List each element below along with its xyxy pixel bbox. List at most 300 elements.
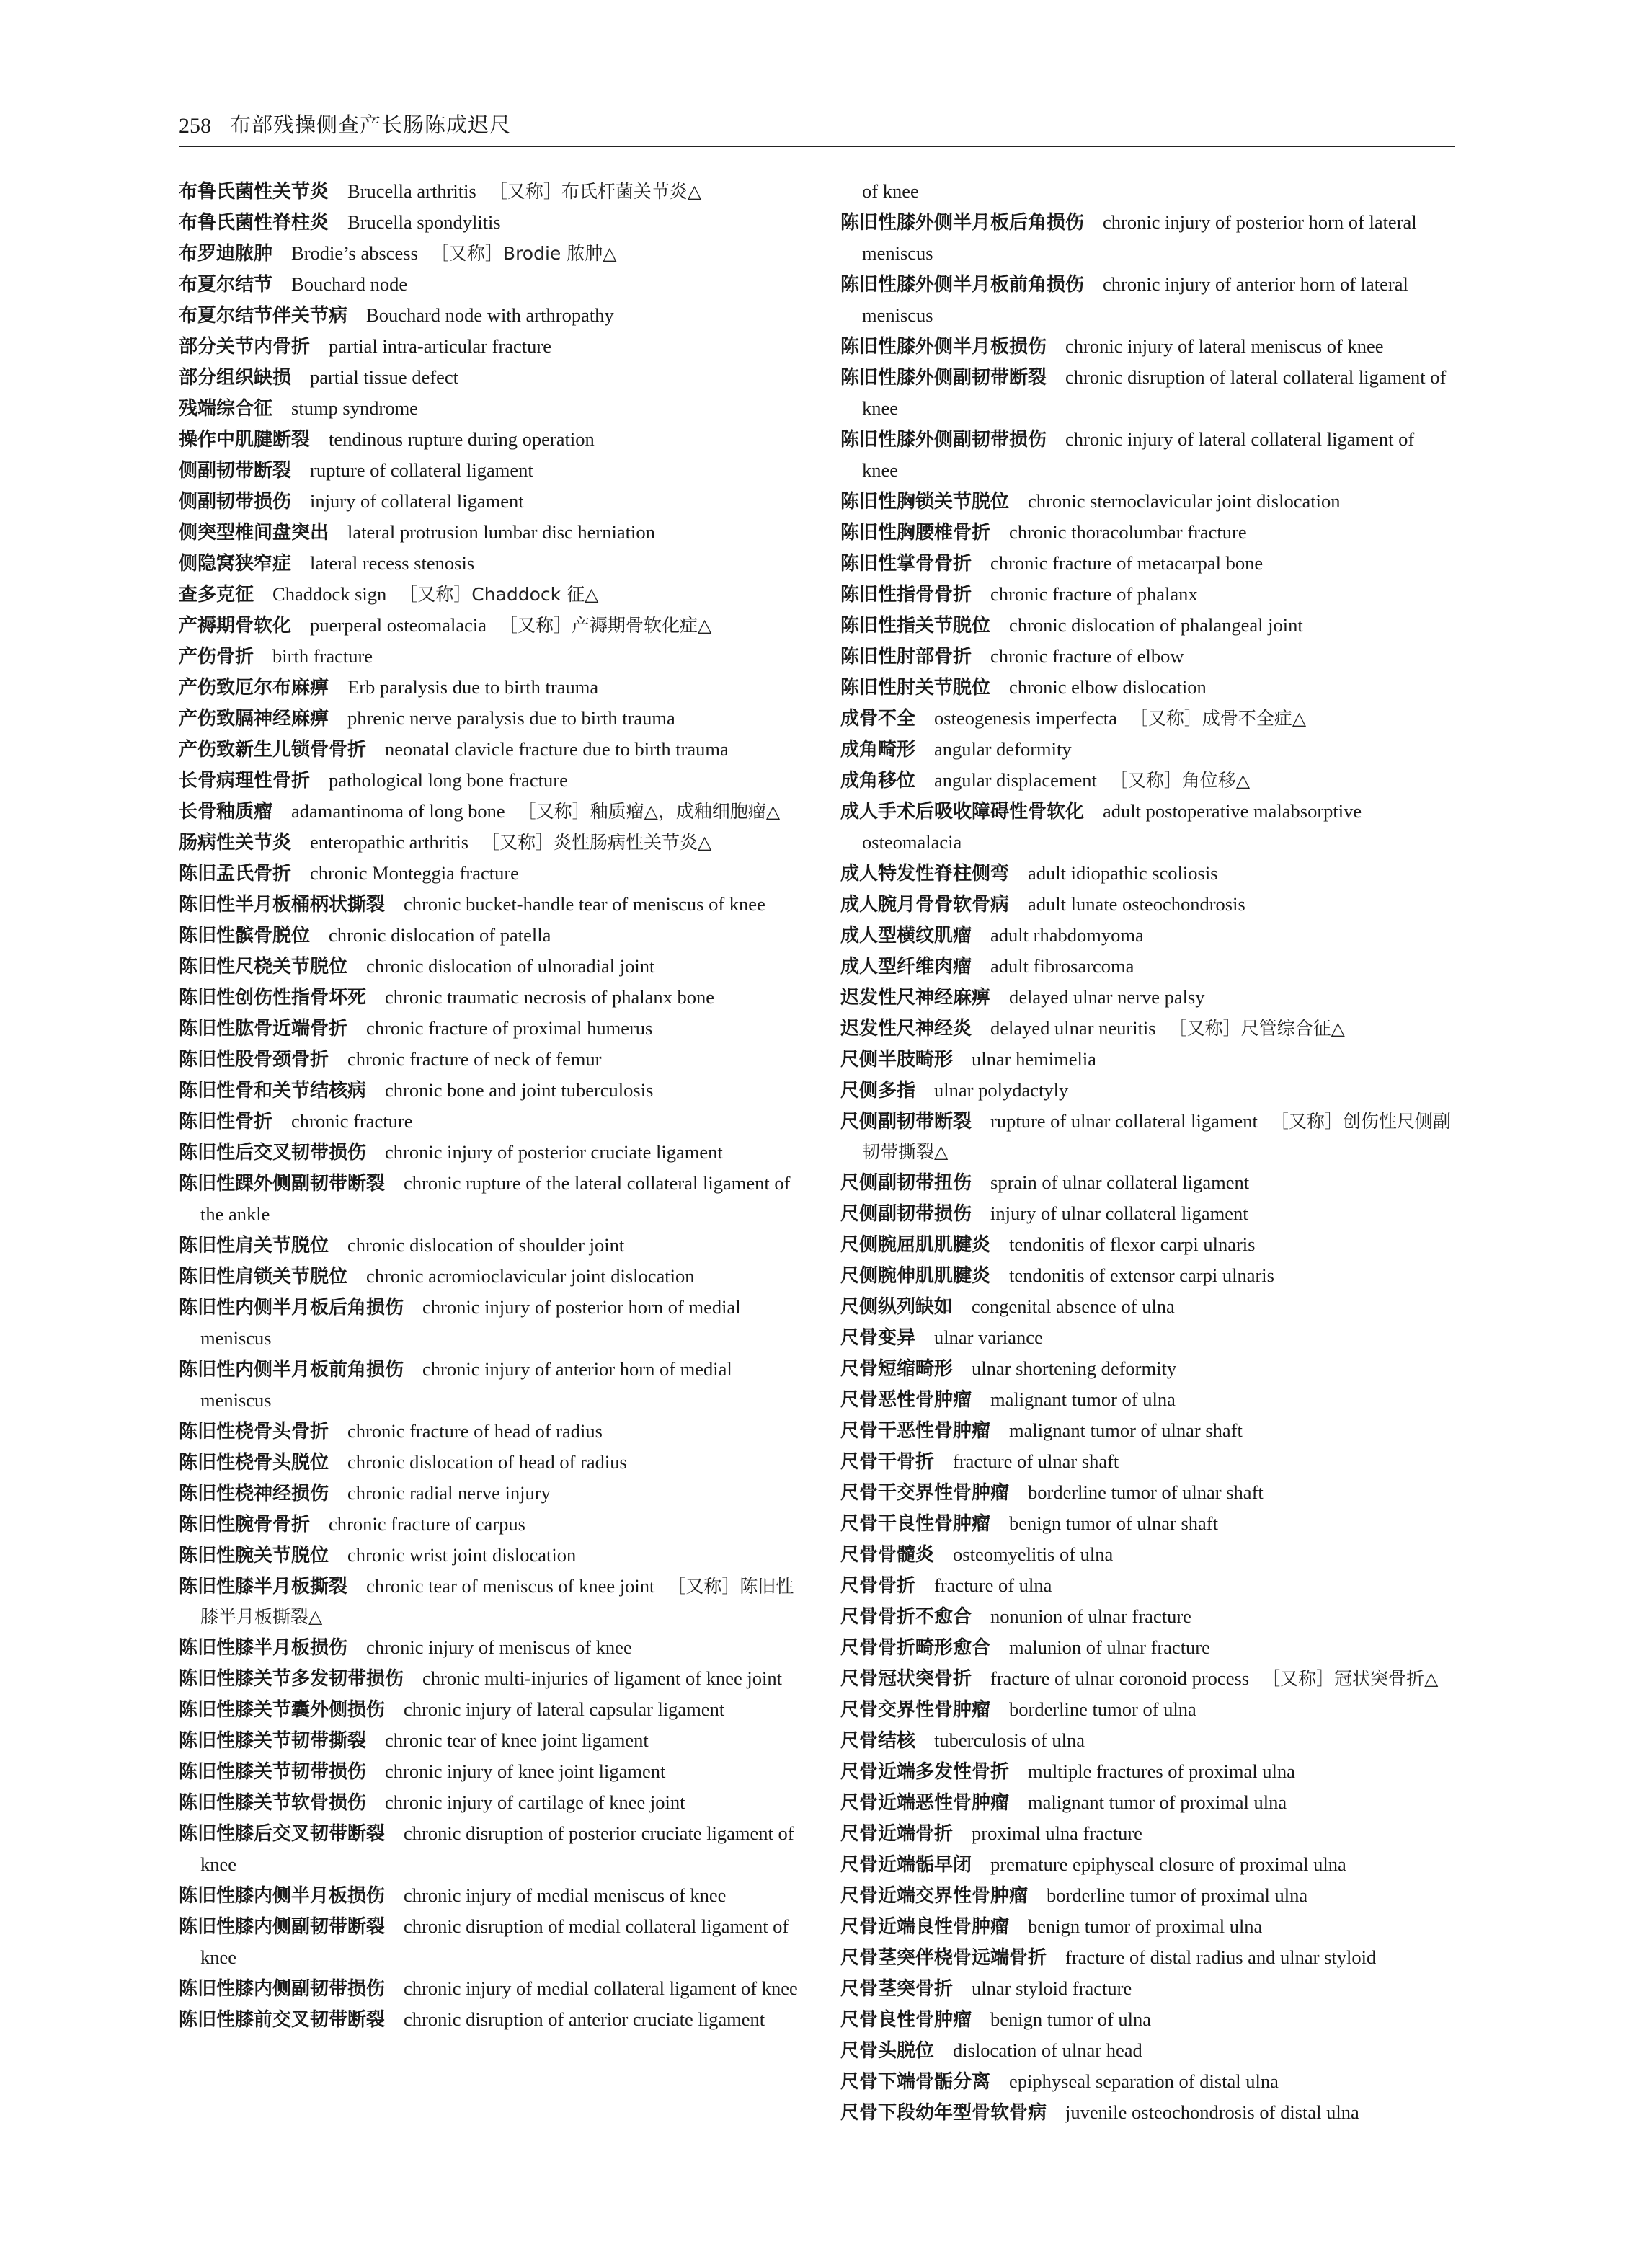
english-term: chronic injury of knee joint ligament bbox=[385, 1760, 666, 1782]
chinese-term: 尺骨近端恶性骨肿瘤 bbox=[840, 1792, 1010, 1814]
chinese-term: 尺骨变异 bbox=[840, 1327, 916, 1349]
running-header bbox=[179, 107, 1455, 147]
english-term: malunion of ulnar fracture bbox=[1009, 1636, 1210, 1658]
chinese-term: 陈旧性膝外侧副韧带断裂 bbox=[840, 367, 1047, 389]
glossary-entry bbox=[179, 982, 803, 1013]
english-term: chronic disruption of medial collateral ligament of knee bbox=[200, 1915, 789, 1968]
glossary-entry bbox=[840, 486, 1455, 517]
glossary-entry bbox=[179, 269, 803, 300]
glossary-entry bbox=[840, 362, 1455, 424]
glossary-entry bbox=[840, 951, 1455, 982]
glossary-entry bbox=[179, 1973, 803, 2004]
continued-line bbox=[840, 176, 1455, 207]
english-term: premature epiphyseal closure of proximal ulna bbox=[990, 1853, 1346, 1875]
glossary-entry bbox=[840, 1539, 1455, 1570]
glossary-entry bbox=[840, 1477, 1455, 1508]
chinese-term: 尺骨下端骨骺分离 bbox=[840, 2071, 991, 2093]
english-term: Brucella arthritis bbox=[347, 180, 476, 202]
english-term: fracture of distal radius and ulnar styloid bbox=[1065, 1946, 1377, 1968]
english-term: chronic radial nerve injury bbox=[347, 1482, 551, 1504]
chinese-term: 成人手术后吸收障碍性骨软化 bbox=[840, 801, 1085, 823]
glossary-entry bbox=[840, 1787, 1455, 1818]
chinese-term: 陈旧性创伤性指骨坏死 bbox=[179, 987, 367, 1009]
synonym-note: ［又称］陈旧性膝半月板撕裂△ bbox=[200, 1576, 794, 1627]
glossary-entry bbox=[840, 1694, 1455, 1725]
chinese-term: 查多克征 bbox=[179, 584, 254, 606]
english-term: adult fibrosarcoma bbox=[990, 955, 1134, 977]
english-term: chronic injury of medial collateral ligament of knee bbox=[404, 1977, 798, 1999]
glossary-entry bbox=[179, 455, 803, 486]
english-term: malignant tumor of ulnar shaft bbox=[1009, 1419, 1243, 1441]
glossary-entry bbox=[179, 331, 803, 362]
glossary-entry bbox=[179, 1137, 803, 1168]
chinese-term: 布鲁氏菌性脊柱炎 bbox=[179, 212, 329, 234]
chinese-term: 尺侧多指 bbox=[840, 1080, 916, 1102]
english-term: tuberculosis of ulna bbox=[934, 1729, 1085, 1751]
chinese-term: 迟发性尺神经麻痹 bbox=[840, 987, 991, 1009]
glossary-entry bbox=[840, 1384, 1455, 1415]
chinese-term: 侧副韧带断裂 bbox=[179, 460, 292, 482]
glossary-entry bbox=[179, 703, 803, 734]
english-term: chronic injury of cartilage of knee joint bbox=[385, 1791, 685, 1813]
synonym-note: ［又称］炎性肠病性关节炎△ bbox=[481, 832, 712, 853]
glossary-entry bbox=[179, 362, 803, 393]
chinese-term: 尺侧副韧带损伤 bbox=[840, 1203, 972, 1225]
english-term: osteogenesis imperfecta bbox=[934, 707, 1117, 729]
english-term: angular deformity bbox=[934, 738, 1072, 760]
synonym-note: ［又称］产褥期骨软化症△ bbox=[499, 615, 712, 636]
english-term: chronic disruption of lateral collateral ligament of knee bbox=[862, 366, 1447, 419]
chinese-term: 陈旧性膝外侧半月板前角损伤 bbox=[840, 274, 1085, 296]
synonym-note: ［又称］角位移△ bbox=[1109, 770, 1251, 791]
chinese-term: 陈旧性膝关节囊外侧损伤 bbox=[179, 1699, 386, 1721]
english-term: chronic fracture of proximal humerus bbox=[366, 1017, 653, 1039]
chinese-term: 陈旧性膝内侧副韧带损伤 bbox=[179, 1978, 386, 2000]
english-term: chronic injury of posterior cruciate ligament bbox=[385, 1141, 723, 1163]
glossary-entry bbox=[840, 765, 1455, 796]
glossary-entry bbox=[840, 1322, 1455, 1353]
glossary-entry bbox=[840, 672, 1455, 703]
glossary-entry bbox=[840, 1942, 1455, 1973]
glossary-entry bbox=[179, 579, 803, 610]
glossary-entry bbox=[840, 2004, 1455, 2035]
english-term: fracture of ulnar coronoid process bbox=[990, 1667, 1250, 1689]
english-term: chronic fracture of metacarpal bone bbox=[990, 552, 1264, 574]
glossary-entry bbox=[840, 1075, 1455, 1106]
chinese-term: 尺骨下段幼年型骨软骨病 bbox=[840, 2102, 1047, 2124]
english-term: chronic injury of medial meniscus of knee bbox=[404, 1884, 727, 1906]
english-term: adult rhabdomyoma bbox=[990, 924, 1144, 946]
chinese-term: 陈旧性膝关节韧带损伤 bbox=[179, 1761, 367, 1783]
glossary-entry bbox=[840, 1260, 1455, 1291]
glossary-entry bbox=[840, 579, 1455, 610]
chinese-term: 陈旧性半月板桶柄状撕裂 bbox=[179, 894, 386, 916]
chinese-term: 尺骨恶性骨肿瘤 bbox=[840, 1389, 972, 1411]
chinese-term: 部分关节内骨折 bbox=[179, 336, 311, 358]
glossary-entry bbox=[179, 393, 803, 424]
chinese-term: 陈旧性肱骨近端骨折 bbox=[179, 1018, 348, 1040]
glossary-entry bbox=[840, 1106, 1455, 1167]
glossary-entry bbox=[179, 1075, 803, 1106]
glossary-entry bbox=[179, 300, 803, 331]
english-term: chronic tear of meniscus of knee joint bbox=[366, 1575, 655, 1597]
glossary-entry bbox=[840, 2066, 1455, 2097]
glossary-entry bbox=[179, 1663, 803, 1694]
english-term: chronic bucket-handle tear of meniscus of knee bbox=[404, 893, 765, 915]
chinese-term: 尺骨骨髓炎 bbox=[840, 1544, 935, 1566]
english-term: sprain of ulnar collateral ligament bbox=[990, 1171, 1250, 1193]
glossary-entry bbox=[840, 1013, 1455, 1044]
chinese-term: 布夏尔结节伴关节病 bbox=[179, 305, 348, 327]
chinese-term: 产伤致膈神经麻痹 bbox=[179, 708, 329, 730]
english-term: injury of ulnar collateral ligament bbox=[990, 1202, 1248, 1224]
glossary-entry bbox=[179, 1354, 803, 1416]
chinese-term: 尺骨骨折畸形愈合 bbox=[840, 1637, 991, 1659]
chinese-term: 成骨不全 bbox=[840, 708, 916, 730]
chinese-term: 陈旧性膝外侧半月板损伤 bbox=[840, 336, 1047, 358]
glossary-entry bbox=[840, 1632, 1455, 1663]
glossary-entry bbox=[179, 765, 803, 796]
english-term: borderline tumor of proximal ulna bbox=[1047, 1884, 1308, 1906]
english-term: chronic tear of knee joint ligament bbox=[385, 1729, 649, 1751]
english-term: chronic disruption of posterior cruciate ligament of knee bbox=[200, 1822, 794, 1875]
glossary-entry bbox=[840, 610, 1455, 641]
chinese-term: 尺骨近端良性骨肿瘤 bbox=[840, 1916, 1010, 1938]
running-title: 布部残操侧查产长肠陈成迟尺 bbox=[230, 112, 512, 137]
glossary-entry bbox=[840, 1849, 1455, 1880]
chinese-term: 布鲁氏菌性关节炎 bbox=[179, 181, 329, 203]
english-term: delayed ulnar neuritis bbox=[990, 1017, 1156, 1039]
glossary-entry bbox=[840, 1167, 1455, 1198]
glossary-entry bbox=[179, 1880, 803, 1911]
chinese-term: 陈旧性桡骨头骨折 bbox=[179, 1421, 329, 1442]
english-term: ulnar shortening deformity bbox=[972, 1357, 1177, 1379]
chinese-term: 布罗迪脓肿 bbox=[179, 243, 273, 265]
chinese-term: 成人特发性脊柱侧弯 bbox=[840, 863, 1010, 885]
glossary-entry bbox=[840, 796, 1455, 858]
chinese-term: 陈旧性膝内侧副韧带断裂 bbox=[179, 1916, 386, 1938]
glossary-entry bbox=[840, 1044, 1455, 1075]
english-term: birth fracture bbox=[272, 645, 373, 667]
glossary-entry bbox=[179, 858, 803, 889]
english-term: Bouchard node bbox=[291, 273, 408, 295]
english-term: ulnar variance bbox=[934, 1326, 1043, 1348]
chinese-term: 陈旧性骨折 bbox=[179, 1111, 273, 1132]
english-term: phrenic nerve paralysis due to birth trauma bbox=[347, 707, 675, 729]
glossary-entry bbox=[840, 331, 1455, 362]
glossary-entry bbox=[179, 1725, 803, 1756]
chinese-term: 残端综合征 bbox=[179, 398, 273, 420]
glossary-entry bbox=[840, 641, 1455, 672]
english-term: enteropathic arthritis bbox=[310, 831, 469, 853]
english-term: congenital absence of ulna bbox=[972, 1295, 1175, 1317]
glossary-entry bbox=[179, 1694, 803, 1725]
glossary-entry bbox=[840, 269, 1455, 331]
english-term: proximal ulna fracture bbox=[972, 1822, 1142, 1844]
glossary-entry bbox=[840, 1756, 1455, 1787]
glossary-entry bbox=[840, 548, 1455, 579]
synonym-note: ［又称］布氏杆菌关节炎△ bbox=[489, 181, 702, 202]
right-column bbox=[840, 176, 1455, 2128]
chinese-term: 陈旧性后交叉韧带损伤 bbox=[179, 1142, 367, 1163]
chinese-term: 尺骨茎突伴桡骨远端骨折 bbox=[840, 1947, 1047, 1969]
english-term: borderline tumor of ulnar shaft bbox=[1028, 1481, 1264, 1503]
chinese-term: 尺侧纵列缺如 bbox=[840, 1296, 954, 1318]
english-term: adamantinoma of long bone bbox=[291, 800, 505, 822]
english-term: Chaddock sign bbox=[272, 583, 387, 605]
chinese-term: 陈旧性肩关节脱位 bbox=[179, 1235, 329, 1256]
chinese-term: 尺骨近端交界性骨肿瘤 bbox=[840, 1885, 1029, 1907]
glossary-entry bbox=[179, 1509, 803, 1540]
chinese-term: 操作中肌腱断裂 bbox=[179, 429, 311, 451]
glossary-entry bbox=[840, 1663, 1455, 1694]
english-term: chronic disruption of anterior cruciate ligament bbox=[404, 2008, 765, 2030]
chinese-term: 尺骨骨折 bbox=[840, 1575, 916, 1597]
chinese-term: 陈旧性膝半月板撕裂 bbox=[179, 1576, 348, 1597]
glossary-entry bbox=[840, 920, 1455, 951]
english-term: chronic fracture of neck of femur bbox=[347, 1048, 602, 1070]
english-term: adult idiopathic scoliosis bbox=[1028, 862, 1218, 884]
chinese-term: 尺骨干恶性骨肿瘤 bbox=[840, 1420, 991, 1442]
english-term: chronic dislocation of head of radius bbox=[347, 1451, 627, 1473]
english-term: chronic injury of anterior horn of lateral meniscus bbox=[862, 273, 1408, 326]
english-term: Brucella spondylitis bbox=[347, 211, 501, 233]
chinese-term: 陈旧性胸锁关节脱位 bbox=[840, 491, 1010, 513]
chinese-term: 成角畸形 bbox=[840, 739, 916, 761]
chinese-term: 陈旧性骨和关节结核病 bbox=[179, 1080, 367, 1102]
english-term: chronic acromioclavicular joint dislocation bbox=[366, 1265, 695, 1287]
glossary-entry bbox=[840, 1880, 1455, 1911]
chinese-term: 陈旧性胸腰椎骨折 bbox=[840, 522, 991, 544]
chinese-term: 陈旧性指关节脱位 bbox=[840, 615, 991, 637]
glossary-entry bbox=[179, 2004, 803, 2035]
glossary-entry bbox=[840, 1818, 1455, 1849]
english-term: multiple fractures of proximal ulna bbox=[1028, 1760, 1295, 1782]
english-term: ulnar polydactyly bbox=[934, 1079, 1069, 1101]
glossary-entry bbox=[179, 548, 803, 579]
glossary-entry bbox=[179, 1911, 803, 1973]
english-term: chronic injury of posterior horn of lateral meniscus bbox=[862, 211, 1417, 264]
glossary-entry bbox=[840, 1725, 1455, 1756]
chinese-term: 陈旧性内侧半月板后角损伤 bbox=[179, 1297, 404, 1318]
english-term: neonatal clavicle fracture due to birth trauma bbox=[385, 738, 729, 760]
chinese-term: 尺侧半肢畸形 bbox=[840, 1049, 954, 1071]
english-term: chronic fracture bbox=[291, 1110, 413, 1132]
chinese-term: 陈旧性膝关节软骨损伤 bbox=[179, 1792, 367, 1814]
glossary-entry bbox=[179, 1261, 803, 1292]
glossary-entry bbox=[179, 734, 803, 765]
glossary-entry bbox=[179, 889, 803, 920]
english-term: chronic injury of posterior horn of medial meniscus bbox=[200, 1296, 741, 1349]
glossary-entry bbox=[840, 982, 1455, 1013]
english-term: epiphyseal separation of distal ulna bbox=[1009, 2070, 1279, 2092]
chinese-term: 陈旧性膝外侧半月板后角损伤 bbox=[840, 212, 1085, 234]
english-term: Bouchard node with arthropathy bbox=[366, 304, 614, 326]
english-term: adult postoperative malabsorptive osteomalacia bbox=[862, 800, 1362, 853]
chinese-term: 尺骨冠状突骨折 bbox=[840, 1668, 972, 1690]
english-term: ulnar styloid fracture bbox=[972, 1977, 1132, 1999]
english-term: chronic injury of anterior horn of medial meniscus bbox=[200, 1358, 732, 1411]
english-term: chronic fracture of elbow bbox=[990, 645, 1184, 667]
synonym-note: ［又称］冠状突骨折△ bbox=[1262, 1668, 1439, 1689]
english-term: chronic multi-injuries of ligament of knee joint bbox=[422, 1667, 782, 1689]
english-term: chronic sternoclavicular joint dislocation bbox=[1028, 490, 1341, 512]
chinese-term: 陈旧性指骨骨折 bbox=[840, 584, 972, 606]
glossary-entry bbox=[179, 920, 803, 951]
english-term: stump syndrome bbox=[291, 397, 418, 419]
chinese-term: 陈旧性内侧半月板前角损伤 bbox=[179, 1359, 404, 1380]
glossary-entry bbox=[179, 1106, 803, 1137]
chinese-term: 陈旧性肩锁关节脱位 bbox=[179, 1266, 348, 1287]
glossary-entry bbox=[840, 1570, 1455, 1601]
english-term: benign tumor of ulnar shaft bbox=[1009, 1512, 1218, 1534]
page-number: 258 bbox=[179, 114, 211, 138]
chinese-term: 侧副韧带损伤 bbox=[179, 491, 292, 513]
chinese-term: 尺骨骨折不愈合 bbox=[840, 1606, 972, 1628]
chinese-term: 陈旧性肘部骨折 bbox=[840, 646, 972, 668]
english-term: chronic fracture of head of radius bbox=[347, 1420, 603, 1442]
english-term: nonunion of ulnar fracture bbox=[990, 1605, 1191, 1627]
glossary-entry bbox=[179, 1787, 803, 1818]
english-term: lateral protrusion lumbar disc herniation bbox=[347, 521, 655, 543]
english-term: chronic dislocation of ulnoradial joint bbox=[366, 955, 655, 977]
chinese-term: 陈旧性掌骨骨折 bbox=[840, 553, 972, 575]
continuation-text: of knee bbox=[862, 180, 919, 202]
chinese-term: 陈旧性肘关节脱位 bbox=[840, 677, 991, 699]
english-term: chronic fracture of phalanx bbox=[990, 583, 1198, 605]
chinese-term: 尺骨近端骨折 bbox=[840, 1823, 954, 1845]
english-term: lateral recess stenosis bbox=[310, 552, 475, 574]
english-term: rupture of ulnar collateral ligament bbox=[990, 1110, 1258, 1132]
glossary-entry bbox=[179, 1818, 803, 1880]
english-term: rupture of collateral ligament bbox=[310, 459, 533, 481]
chinese-term: 陈旧性腕关节脱位 bbox=[179, 1545, 329, 1566]
english-term: tendinous rupture during operation bbox=[329, 428, 595, 450]
glossary-entry bbox=[840, 1415, 1455, 1446]
glossary-entry bbox=[840, 1229, 1455, 1260]
english-term: injury of collateral ligament bbox=[310, 490, 524, 512]
chinese-term: 肠病性关节炎 bbox=[179, 832, 292, 854]
english-term: benign tumor of proximal ulna bbox=[1028, 1915, 1263, 1937]
chinese-term: 尺骨干骨折 bbox=[840, 1451, 935, 1473]
synonym-note: ［又称］成骨不全症△ bbox=[1129, 708, 1307, 729]
chinese-term: 尺骨茎突骨折 bbox=[840, 1978, 954, 2000]
left-column bbox=[179, 176, 803, 2035]
glossary-entry bbox=[179, 1540, 803, 1571]
glossary-entry bbox=[179, 610, 803, 641]
english-term: fracture of ulna bbox=[934, 1574, 1052, 1596]
chinese-term: 陈旧性膝前交叉韧带断裂 bbox=[179, 2009, 386, 2031]
synonym-note: ［又称］尺管综合征△ bbox=[1168, 1018, 1345, 1039]
english-term: chronic elbow dislocation bbox=[1009, 676, 1207, 698]
chinese-term: 陈旧性髌骨脱位 bbox=[179, 925, 311, 947]
chinese-term: 产褥期骨软化 bbox=[179, 615, 292, 637]
chinese-term: 尺侧腕屈肌肌腱炎 bbox=[840, 1234, 991, 1256]
english-term: chronic dislocation of shoulder joint bbox=[347, 1234, 625, 1256]
english-term: chronic injury of lateral meniscus of knee bbox=[1065, 335, 1384, 357]
glossary-entry bbox=[840, 1508, 1455, 1539]
english-term: chronic Monteggia fracture bbox=[310, 862, 519, 884]
glossary-entry bbox=[179, 672, 803, 703]
glossary-entry bbox=[840, 858, 1455, 889]
english-term: juvenile osteochondrosis of distal ulna bbox=[1065, 2101, 1359, 2123]
chinese-term: 布夏尔结节 bbox=[179, 274, 273, 296]
chinese-term: 长骨病理性骨折 bbox=[179, 770, 311, 792]
chinese-term: 陈旧性膝外侧副韧带损伤 bbox=[840, 429, 1047, 451]
glossary-entry bbox=[179, 1230, 803, 1261]
chinese-term: 尺侧副韧带扭伤 bbox=[840, 1172, 972, 1194]
english-term: chronic rupture of the lateral collateral ligament of the ankle bbox=[200, 1172, 791, 1225]
chinese-term: 成角移位 bbox=[840, 770, 916, 792]
chinese-term: 部分组织缺损 bbox=[179, 367, 292, 389]
chinese-term: 陈旧性桡骨头脱位 bbox=[179, 1452, 329, 1473]
glossary-entry bbox=[840, 1911, 1455, 1942]
glossary-entry bbox=[179, 1756, 803, 1787]
chinese-term: 迟发性尺神经炎 bbox=[840, 1018, 972, 1040]
english-term: puerperal osteomalacia bbox=[310, 614, 487, 636]
chinese-term: 陈旧性膝后交叉韧带断裂 bbox=[179, 1823, 386, 1845]
glossary-entry bbox=[840, 2097, 1455, 2128]
glossary-entry bbox=[840, 1198, 1455, 1229]
glossary-entry bbox=[179, 1447, 803, 1478]
glossary-entry bbox=[840, 424, 1455, 486]
english-term: chronic dislocation of phalangeal joint bbox=[1009, 614, 1303, 636]
glossary-entry bbox=[840, 889, 1455, 920]
english-term: chronic injury of meniscus of knee bbox=[366, 1636, 632, 1658]
chinese-term: 尺骨良性骨肿瘤 bbox=[840, 2009, 972, 2031]
english-term: angular displacement bbox=[934, 769, 1097, 791]
english-term: chronic fracture of carpus bbox=[329, 1513, 525, 1535]
english-term: benign tumor of ulna bbox=[990, 2008, 1152, 2030]
english-term: Brodie’s abscess bbox=[291, 242, 418, 264]
english-term: chronic thoracolumbar fracture bbox=[1009, 521, 1247, 543]
synonym-note: ［又称］釉质瘤△，成釉细胞瘤△ bbox=[518, 801, 781, 822]
glossary-entry bbox=[179, 517, 803, 548]
chinese-term: 陈旧性股骨颈骨折 bbox=[179, 1049, 329, 1071]
chinese-term: 尺骨近端骺早闭 bbox=[840, 1854, 972, 1876]
glossary-entry bbox=[179, 238, 803, 269]
chinese-term: 尺骨结核 bbox=[840, 1730, 916, 1752]
chinese-term: 尺侧腕伸肌肌腱炎 bbox=[840, 1265, 991, 1287]
chinese-term: 成人型横纹肌瘤 bbox=[840, 925, 972, 947]
chinese-term: 尺骨干交界性骨肿瘤 bbox=[840, 1482, 1010, 1504]
glossary-entry bbox=[179, 424, 803, 455]
chinese-term: 尺骨短缩畸形 bbox=[840, 1358, 954, 1380]
glossary-entry bbox=[179, 1478, 803, 1509]
english-term: ulnar hemimelia bbox=[972, 1048, 1096, 1070]
glossary-entry bbox=[179, 796, 803, 827]
english-term: tendonitis of extensor carpi ulnaris bbox=[1009, 1264, 1274, 1286]
glossary-entry bbox=[179, 207, 803, 238]
chinese-term: 陈旧性桡神经损伤 bbox=[179, 1483, 329, 1504]
english-term: chronic bone and joint tuberculosis bbox=[385, 1079, 654, 1101]
english-term: Erb paralysis due to birth trauma bbox=[347, 676, 599, 698]
glossary-entry bbox=[840, 207, 1455, 269]
glossary-entry bbox=[840, 1973, 1455, 2004]
english-term: chronic wrist joint dislocation bbox=[347, 1544, 577, 1566]
glossary-entry bbox=[179, 827, 803, 858]
glossary-entry bbox=[179, 1168, 803, 1230]
chinese-term: 陈旧性膝关节韧带撕裂 bbox=[179, 1730, 367, 1752]
glossary-entry bbox=[840, 734, 1455, 765]
chinese-term: 陈旧性膝内侧半月板损伤 bbox=[179, 1885, 386, 1907]
chinese-term: 尺骨头脱位 bbox=[840, 2040, 935, 2062]
glossary-entry bbox=[840, 517, 1455, 548]
chinese-term: 陈旧性踝外侧副韧带断裂 bbox=[179, 1173, 386, 1194]
glossary-entry bbox=[179, 951, 803, 982]
glossary-entry bbox=[179, 1044, 803, 1075]
chinese-term: 成人腕月骨骨软骨病 bbox=[840, 894, 1010, 916]
